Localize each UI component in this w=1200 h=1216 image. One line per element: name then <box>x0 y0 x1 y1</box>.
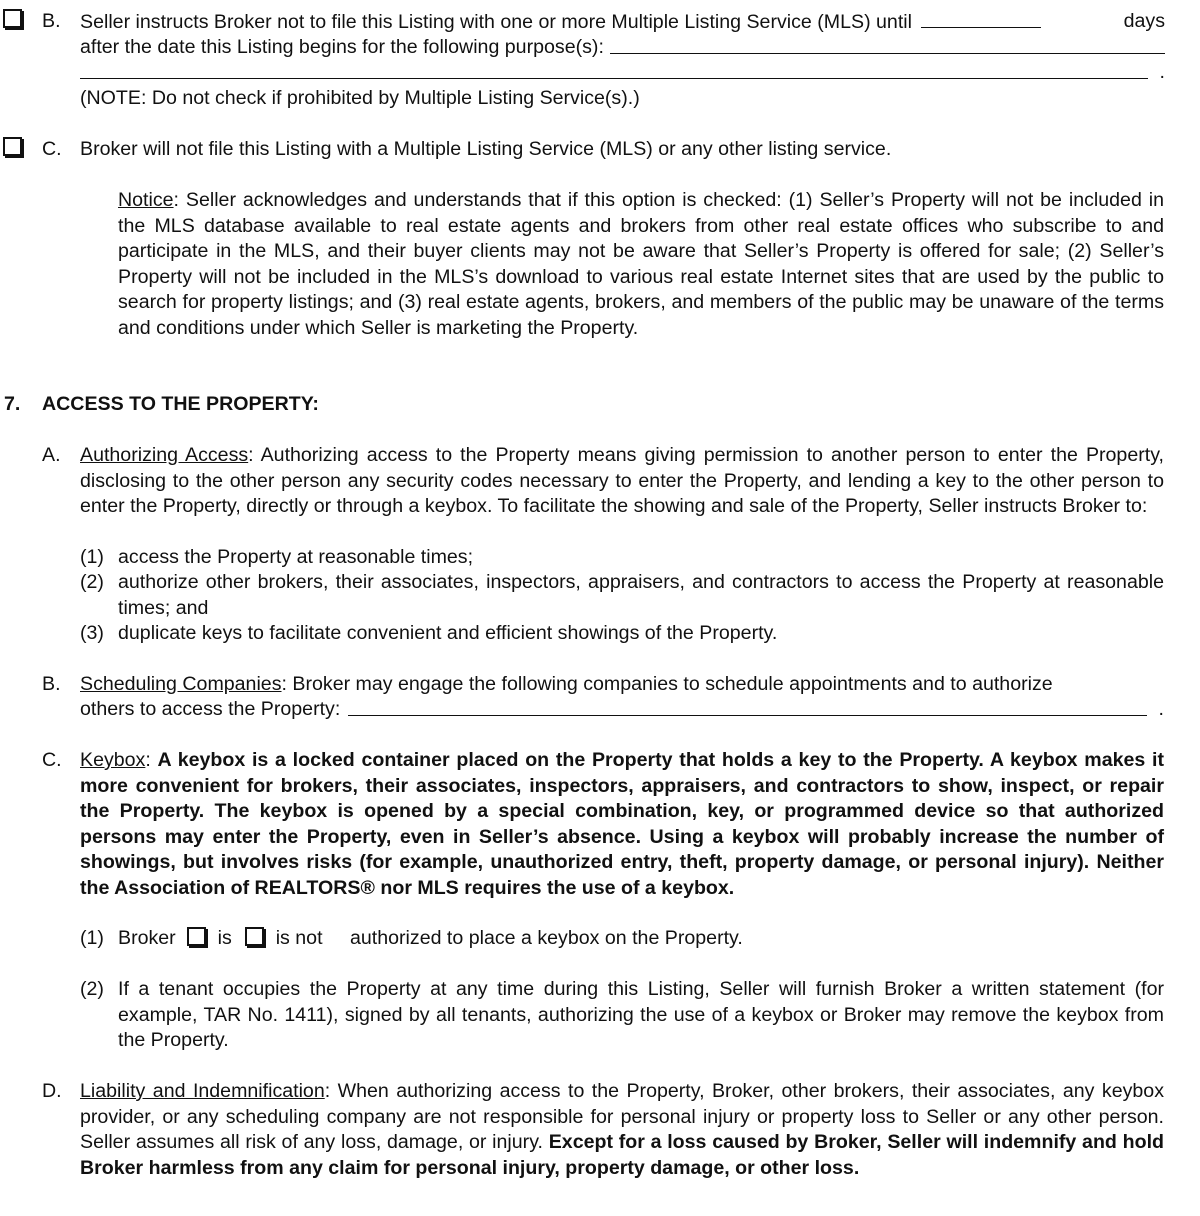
section-7d-label: D. <box>42 1080 62 1102</box>
section-7-number: 7. <box>4 393 21 415</box>
keybox-is-label: is <box>217 927 232 949</box>
list-item: authorize other brokers, their associates, inspectors, appraisers, and contractors to access the Property at reasonable times; and <box>118 571 1164 619</box>
broker-word: Broker <box>118 927 176 949</box>
keybox-item-1-num: (1) <box>80 927 104 949</box>
option-b-note: (NOTE: Do not check if prohibited by Multiple Listing Service(s).) <box>80 87 640 109</box>
keybox-body: A keybox is a locked container placed on the Property that holds a key to the Property. A keybox makes it more convenient for brokers, their associates, inspectors, appraisers, and contractors to show, inspect, or repair the Property. The keybox is opened by a special combination, key, or programmed device so that authorized persons may enter the Property, even in Seller’s absence. Using a keybox will probably increase the number of showings, but involves risks (for example, unauthorized entry, theft, property damage, or personal injury). Neither the Association of REALTORS® nor MLS requires the use of a keybox. <box>80 749 1165 899</box>
option-b-line3 <box>80 60 1165 86</box>
section-7b-period: . <box>1158 698 1164 720</box>
section-7b-line1 <box>80 672 1164 698</box>
option-c-label: C. <box>42 138 62 160</box>
liability-heading: Liability and Indemnification <box>80 1080 325 1102</box>
section-7a-label: A. <box>42 444 61 466</box>
purpose-label: after the date this Listing begins for the following purpose(s): <box>80 36 604 58</box>
authorizing-access-body: : Authorizing access to the Property means giving permission to another person to enter the Property, disclosing to the other person any security codes necessary to enter the Property, and lending a key to the other person to enter the Property, directly or through a keybox. To facilitate the showing and sale of the Property, Seller instructs Broker to: <box>80 444 1164 517</box>
keybox-authorized-text: authorized to place a keybox on the Property. <box>349 927 743 949</box>
option-b-label: B. <box>42 10 61 32</box>
liability-body: : When authorizing access to the Property, Broker, other brokers, their associates, any keybox provider, or any scheduling company are not responsible for personal injury or property loss to Seller or any other person. Seller assumes all risk of any loss, damage, or injury. <box>80 1080 1164 1153</box>
list-item: duplicate keys to facilitate convenient and efficient showings of the Property. <box>118 622 778 644</box>
section-7c-label: C. <box>42 749 62 771</box>
keybox-item-2-num: (2) <box>80 978 104 1000</box>
keybox-item-1 <box>118 926 1164 952</box>
scheduling-companies-heading: Scheduling Companies <box>80 673 282 695</box>
scheduling-companies-body-2: others to access the Property: <box>80 698 341 720</box>
section-7d-text <box>80 1079 1164 1181</box>
option-c-text: Broker will not file this Listing with a Multiple Listing Service (MLS) or any other listing service. <box>80 138 892 160</box>
list-item-num: (1) <box>80 546 104 568</box>
section-7c-text <box>80 748 1164 901</box>
section-7b-line2 <box>80 697 1164 723</box>
days-blank[interactable] <box>921 9 1041 28</box>
section-7-title: ACCESS TO THE PROPERTY: <box>42 393 319 415</box>
keybox-is-checkbox[interactable] <box>187 927 206 946</box>
keybox-is-not-checkbox[interactable] <box>245 927 264 946</box>
keybox-item-2: If a tenant occupies the Property at any time during this Listing, Seller will furnish Broker a written statement (for example, TAR No. 1411), signed by all tenants, authorizing the use of a keybox or Broker may remove the keybox from the Property. <box>118 978 1164 1051</box>
keybox-is-not-label: is not <box>275 927 323 949</box>
option-b-line2 <box>80 35 1165 61</box>
days-label: days <box>1123 10 1165 32</box>
purpose-blank-2[interactable] <box>80 60 1148 79</box>
mls-notice <box>118 188 1164 341</box>
indemnification-bold: Except for a loss caused by Broker, Seller will indemnify and hold Broker harmless from any claim for personal injury, property damage, or other loss. <box>80 1131 1164 1179</box>
scheduling-companies-body: : Broker may engage the following companies to schedule appointments and to authorize <box>281 673 1053 695</box>
list-item: access the Property at reasonable times; <box>118 546 474 568</box>
list-item-num: (3) <box>80 622 104 644</box>
purpose-blank[interactable] <box>610 35 1165 54</box>
notice-text: : Seller acknowledges and understands that if this option is checked: (1) Seller’s Property will not be included in the MLS database available to real estate agents and brokers from other real estate offices who subscribe to and participate in the MLS, and their buyer clients may not be aware that Seller’s Property is offered for sale; (2) Seller’s Property will not be included in the MLS’s download to various real estate Internet sites that are used by the public to search for property listings; and (3) real estate agents, brokers, and members of the public may be unaware of the terms and conditions under which Seller is marketing the Property. <box>118 189 1164 339</box>
keybox-heading: Keybox <box>80 749 146 771</box>
authorizing-access-heading: Authorizing Access <box>80 444 249 466</box>
option-c-checkbox[interactable] <box>3 137 22 156</box>
option-b-line1 <box>80 9 1165 36</box>
option-b-period: . <box>1159 61 1165 83</box>
section-7a-text <box>80 443 1164 520</box>
option-b-checkbox[interactable] <box>3 9 22 28</box>
notice-heading: Notice <box>118 189 174 211</box>
keybox-separator: : <box>145 749 158 771</box>
option-b-text: Seller instructs Broker not to file this Listing with one or more Multiple Listing Service (MLS) until <box>80 11 912 33</box>
section-7b-label: B. <box>42 673 61 695</box>
scheduling-companies-blank[interactable] <box>348 697 1147 716</box>
list-item-num: (2) <box>80 571 104 593</box>
